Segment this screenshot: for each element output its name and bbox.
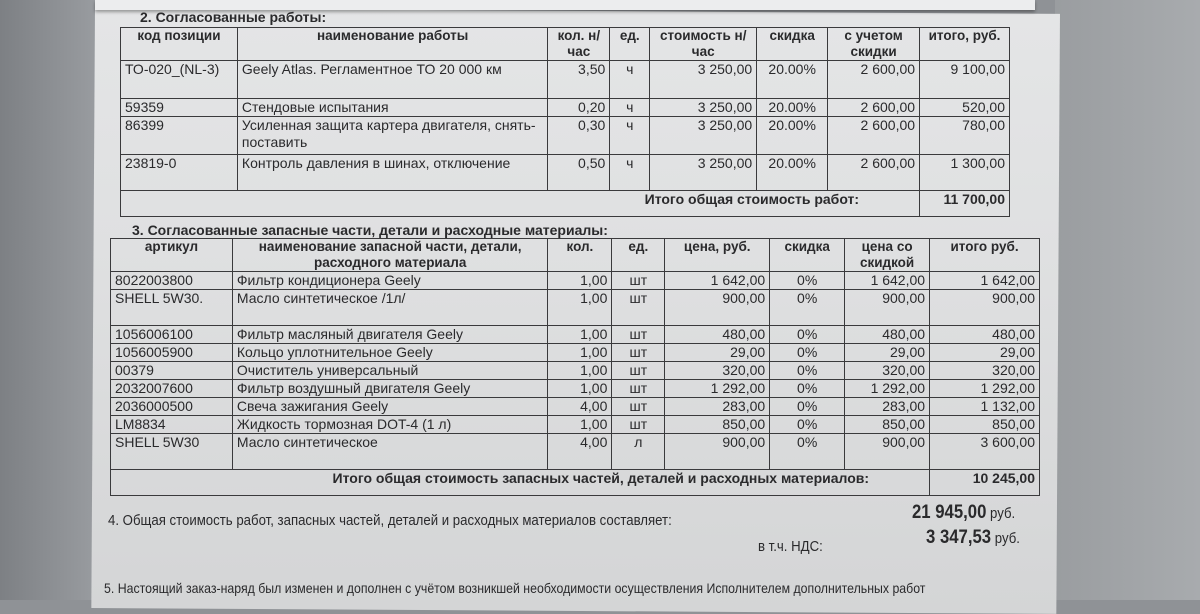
column-header: ед. [610,28,650,61]
column-header: наименование запасной части, детали, расходного материала [232,239,548,272]
table-cell: 3,50 [548,61,610,99]
table-cell: 480,00 [665,326,770,344]
table-cell: 2036000500 [111,398,233,416]
table-cell: 2032007600 [111,380,233,398]
table-cell: ч [610,61,650,99]
table-cell: 780,00 [920,117,1010,155]
column-header: артикул [111,239,233,272]
table-cell: шт [612,290,665,326]
table-cell: 9 100,00 [920,61,1010,99]
table-cell: 0% [770,398,845,416]
table-cell: Очиститель универсальный [232,362,548,380]
table-cell: 1,00 [548,416,612,434]
parts-table [110,238,1040,496]
table-cell: 3 600,00 [930,434,1040,470]
column-header: цена, руб. [665,239,770,272]
table-row [121,99,1010,117]
table-cell: 86399 [121,117,238,155]
table-cell: 2 600,00 [828,99,920,117]
table-cell: 0% [770,434,845,470]
grand-total-value: 21 945,00 [912,502,987,523]
table-cell: 1,00 [548,290,612,326]
table-row [111,272,1040,290]
table-cell: 20.00% [757,117,828,155]
table-cell: 850,00 [845,416,930,434]
table-cell: SHELL 5W30 [111,434,233,470]
table-cell: 1,00 [548,272,612,290]
table-row [111,362,1040,380]
vat-value: 3 347,53 [926,527,992,548]
table-cell: 320,00 [930,362,1040,380]
table-cell: 0% [770,326,845,344]
grand-total-currency: руб. [990,505,1016,522]
table-cell: Жидкость тормозная DOT-4 (1 л) [232,416,548,434]
column-header: цена со скидкой [845,239,930,272]
table-cell: шт [612,272,665,290]
total-label: Итого общая стоимость работ: [121,191,920,217]
table-row [111,434,1040,470]
table-cell: 4,00 [548,398,612,416]
table-cell: 320,00 [665,362,770,380]
table-row [111,326,1040,344]
table-cell: 900,00 [665,434,770,470]
table-cell: шт [612,344,665,362]
table-cell: 29,00 [930,344,1040,362]
table-cell: 0,20 [548,99,610,117]
table-cell: 0% [770,272,845,290]
table-cell: Фильтр воздушный двигателя Geely [232,380,548,398]
table-cell: Масло синтетическое /1л/ [232,290,548,326]
table-cell: ч [610,99,650,117]
column-header: итого, руб. [920,28,1010,61]
column-header: итого руб. [930,239,1040,272]
table-cell: 2 600,00 [828,155,920,191]
table-cell: 283,00 [845,398,930,416]
table-cell: 320,00 [845,362,930,380]
table-cell: 0,50 [548,155,610,191]
table-cell: 8022003800 [111,272,233,290]
table-cell: 900,00 [930,290,1040,326]
table-cell: 20.00% [757,155,828,191]
column-header: ед. [612,239,665,272]
total-label: Итого общая стоимость запасных частей, деталей и расходных материалов: [111,470,930,496]
table-cell: 1,00 [548,362,612,380]
column-header: стоимость н/час [650,28,757,61]
table-cell: 1,00 [548,344,612,362]
table-cell: шт [612,362,665,380]
table-cell: 0% [770,362,845,380]
table-cell: 0% [770,380,845,398]
table-row [111,398,1040,416]
table-cell: 4,00 [548,434,612,470]
table-cell: Geely Atlas. Регламентное ТО 20 000 км [237,61,547,99]
works-section-title: 2. Согласованные работы: [140,9,327,25]
table-cell: 1056006100 [111,326,233,344]
table-cell: Кольцо уплотнительное Geely [232,344,548,362]
table-cell: шт [612,326,665,344]
table-cell: 1 300,00 [920,155,1010,191]
table-cell: 3 250,00 [650,117,757,155]
table-cell: 1 642,00 [665,272,770,290]
column-header: код позиции [121,28,238,61]
table-cell: SHELL 5W30. [111,290,233,326]
table-cell: 29,00 [665,344,770,362]
works-table [120,27,1010,217]
table-cell: ч [610,117,650,155]
table-cell: Фильтр кондиционера Geely [232,272,548,290]
column-header: скидка [770,239,845,272]
table-cell: 0,30 [548,117,610,155]
table-cell: 900,00 [845,434,930,470]
column-header: скидка [757,28,828,61]
table-cell: Контроль давления в шинах, отключение [237,155,547,191]
table-cell: 0% [770,344,845,362]
table-cell: 00379 [111,362,233,380]
background-left [0,0,100,600]
note-paragraph: 5. Настоящий заказ-наряд был изменен и дополнен с учётом возникшей необходимости осуществления Исполнителем дополнительных работ [104,580,926,596]
table-cell: 900,00 [665,290,770,326]
table-cell: 1,00 [548,326,612,344]
table-cell: 1 132,00 [930,398,1040,416]
table-cell: 1 292,00 [845,380,930,398]
table-row [111,344,1040,362]
table-cell: 900,00 [845,290,930,326]
table-cell: 20.00% [757,61,828,99]
table-cell: 1056005900 [111,344,233,362]
table-cell: Свеча зажигания Geely [232,398,548,416]
table-cell: 3 250,00 [650,155,757,191]
background-right [1055,0,1200,600]
table-cell: Усиленная защита картера двигателя, снять-поставить [237,117,547,155]
parts-section-title: 3. Согласованные запасные части, детали и расходные материалы: [132,222,608,238]
grand-total-label: 4. Общая стоимость работ, запасных частей, деталей и расходных материалов составляет: [108,512,672,529]
column-header: кол. н/час [548,28,610,61]
table-row [121,61,1010,99]
table-row [111,416,1040,434]
table-cell: 1 292,00 [665,380,770,398]
table-cell: 59359 [121,99,238,117]
vat-currency: руб. [994,530,1020,547]
table-cell: 850,00 [665,416,770,434]
table-cell: 1,00 [548,380,612,398]
table-cell: ТО-020_(NL-3) [121,61,238,99]
total-value: 11 700,00 [920,191,1010,217]
table-row [121,155,1010,191]
column-header: кол. [548,239,612,272]
table-cell: 850,00 [930,416,1040,434]
table-cell: 23819-0 [121,155,238,191]
table-cell: л [612,434,665,470]
column-header: наименование работы [237,28,547,61]
table-row [111,290,1040,326]
table-cell: 1 642,00 [930,272,1040,290]
table-cell: Масло синтетическое [232,434,548,470]
table-cell: ч [610,155,650,191]
table-cell: 2 600,00 [828,117,920,155]
table-row [121,117,1010,155]
table-cell: 3 250,00 [650,61,757,99]
table-cell: 480,00 [930,326,1040,344]
table-cell: 0% [770,416,845,434]
table-cell: 2 600,00 [828,61,920,99]
table-cell: 29,00 [845,344,930,362]
table-cell: шт [612,416,665,434]
table-cell: шт [612,398,665,416]
vat-label: в т.ч. НДС: [758,538,823,555]
table-cell: 1 642,00 [845,272,930,290]
table-cell: 1 292,00 [930,380,1040,398]
table-cell: 480,00 [845,326,930,344]
table-cell: шт [612,380,665,398]
table-cell: Фильтр масляный двигателя Geely [232,326,548,344]
table-row [111,380,1040,398]
table-cell: 20.00% [757,99,828,117]
column-header: с учетом скидки [828,28,920,61]
table-cell: Стендовые испытания [237,99,547,117]
total-value: 10 245,00 [930,470,1040,496]
table-cell: LM8834 [111,416,233,434]
table-cell: 283,00 [665,398,770,416]
table-cell: 3 250,00 [650,99,757,117]
table-cell: 520,00 [920,99,1010,117]
table-cell: 0% [770,290,845,326]
